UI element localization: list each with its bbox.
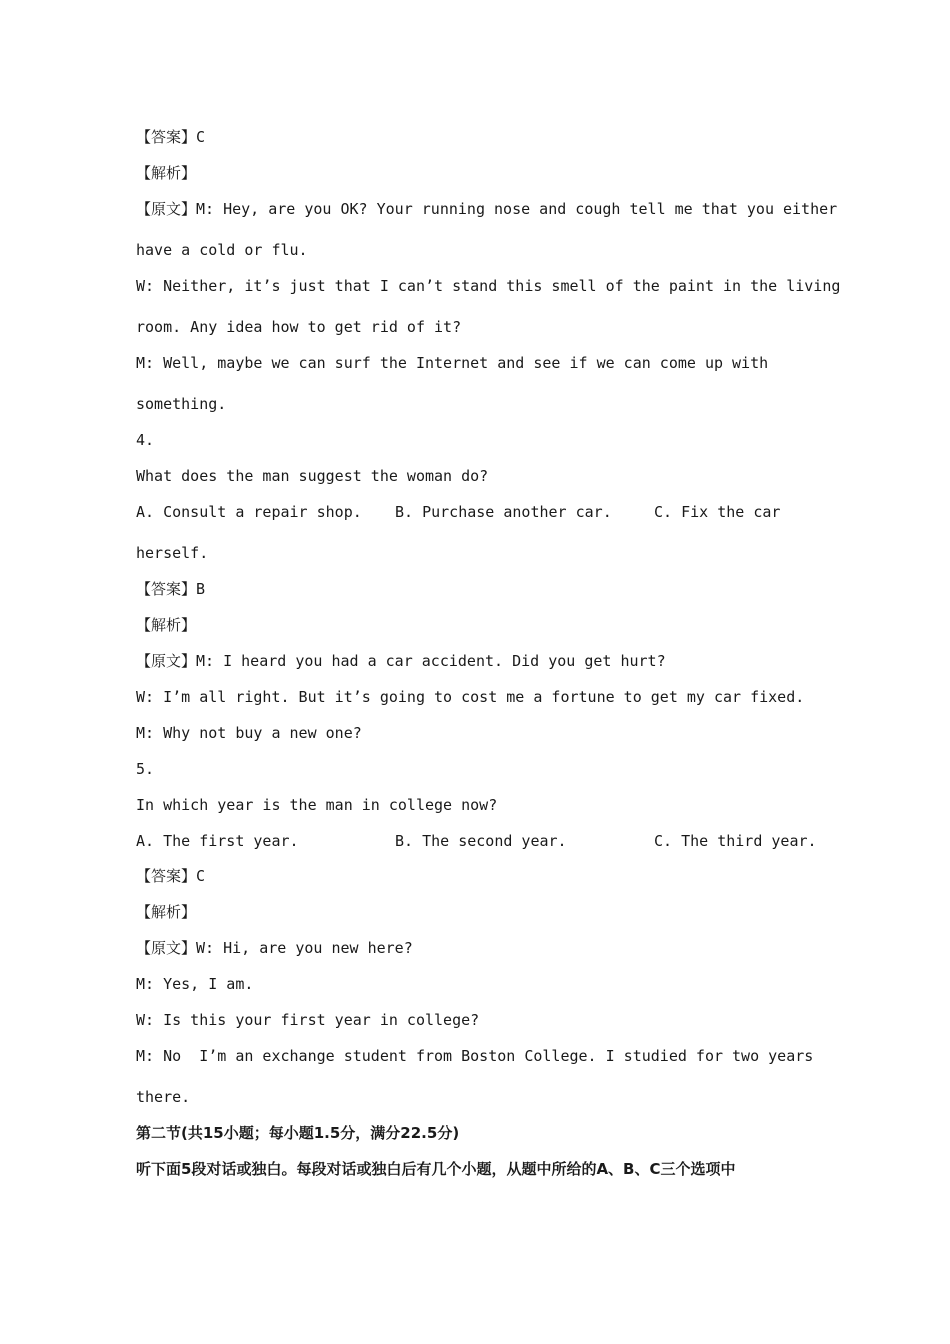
- q4-option-a: A. Consult a repair shop.: [136, 503, 362, 521]
- q4-option-b: B. Purchase another car.: [395, 503, 612, 521]
- q5-option-a: A. The first year.: [136, 832, 299, 850]
- q5-man-line-2: M: No I’m an exchange student from Boston College. I studied for two years: [136, 1047, 814, 1065]
- q3-analysis: 【解析】: [136, 164, 197, 182]
- q5-number: 5.: [136, 760, 155, 778]
- q4-answer: 【答案】B: [136, 580, 206, 598]
- q3-woman-line-2: room. Any idea how to get rid of it?: [136, 318, 462, 336]
- q4-man-line: M: Why not buy a new one?: [136, 724, 362, 742]
- q4-option-c-continued: herself.: [136, 544, 209, 562]
- q5-option-b: B. The second year.: [395, 832, 567, 850]
- q3-man-line-1: M: Well, maybe we can surf the Internet and see if we can come up with: [136, 354, 769, 372]
- q3-woman-line-1: W: Neither, it’s just that I can’t stand this smell of the paint in the living: [136, 277, 841, 295]
- q5-man-line-1: M: Yes, I am.: [136, 975, 254, 993]
- q4-option-c: C. Fix the car: [654, 503, 781, 521]
- q4-question: What does the man suggest the woman do?: [136, 467, 489, 485]
- q5-analysis: 【解析】: [136, 903, 197, 921]
- section-2-instruction: 听下面5段对话或独白。每段对话或独白后有几个小题，从题中所给的A、B、C三个选项中: [136, 1160, 736, 1178]
- q5-woman-line: W: Is this your first year in college?: [136, 1011, 480, 1029]
- q4-number: 4.: [136, 431, 155, 449]
- q4-transcript-line-1: 【原文】M: I heard you had a car accident. Did you get hurt?: [136, 652, 666, 670]
- q4-woman-line: W: I’m all right. But it’s going to cost me a fortune to get my car fixed.: [136, 688, 805, 706]
- q3-man-line-2: something.: [136, 395, 227, 413]
- q3-answer: 【答案】C: [136, 128, 206, 146]
- q5-question: In which year is the man in college now?: [136, 796, 498, 814]
- q3-transcript-line-2: have a cold or flu.: [136, 241, 308, 259]
- q3-transcript-line-1: 【原文】M: Hey, are you OK? Your running nose and cough tell me that you either: [136, 200, 838, 218]
- q5-transcript-line-1: 【原文】W: Hi, are you new here?: [136, 939, 413, 957]
- section-2-heading: 第二节(共15小题；每小题1.5分，满分22.5分): [136, 1124, 460, 1142]
- q5-man-line-2-continued: there.: [136, 1088, 191, 1106]
- q5-option-c: C. The third year.: [654, 832, 817, 850]
- q5-answer: 【答案】C: [136, 867, 206, 885]
- q4-analysis: 【解析】: [136, 616, 197, 634]
